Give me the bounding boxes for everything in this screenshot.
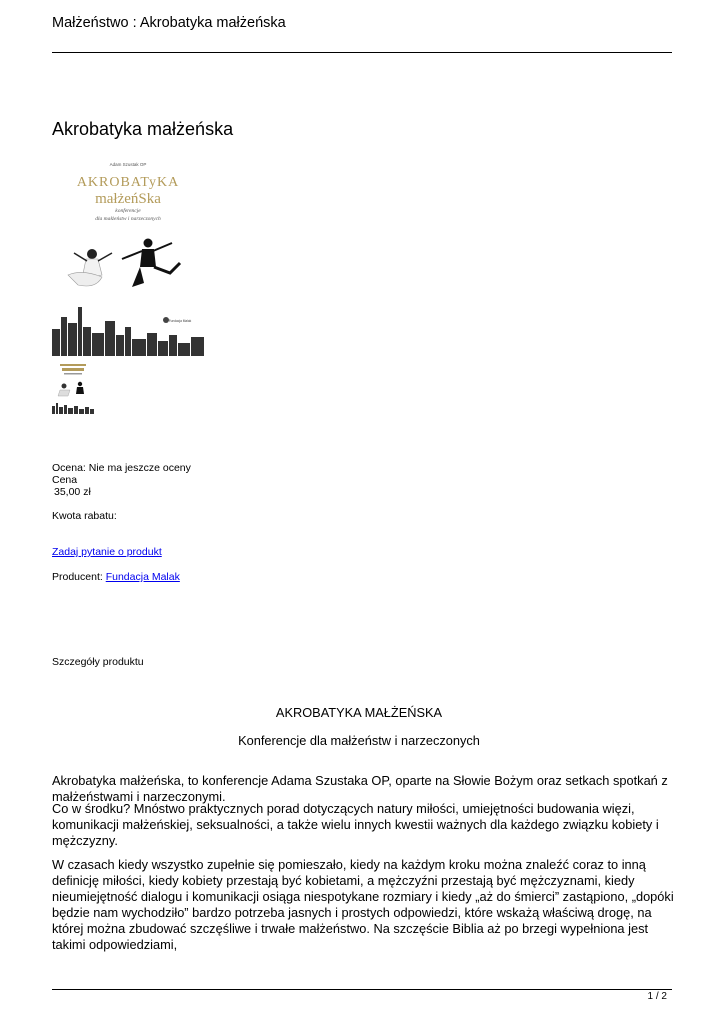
header-divider bbox=[52, 52, 672, 53]
cover-title-line2: małżeńSka bbox=[95, 191, 161, 207]
product-title: Akrobatyka małżeńska bbox=[52, 119, 234, 139]
city-skyline bbox=[52, 307, 204, 356]
price-label: Cena bbox=[52, 474, 78, 486]
producer-label: Producent: bbox=[52, 571, 103, 583]
jumping-woman-figure bbox=[68, 249, 112, 286]
page-number: 1 / 2 bbox=[647, 991, 667, 1002]
discount-label: Kwota rabatu: bbox=[52, 510, 117, 522]
rating-text: Ocena: Nie ma jeszcze oceny bbox=[52, 462, 191, 474]
product-details-label: Szczegóły produktu bbox=[52, 656, 144, 668]
footer-divider bbox=[52, 989, 672, 990]
jumping-man-figure bbox=[122, 239, 180, 288]
description-paragraph-3: W czasach kiedy wszystko zupełnie się pomieszało, kiedy na każdym kroku można znaleźć coraz to inną definicję miłości, kiedy kobiety przestają być kobietami, a mężczyźni przestają być mężczyznami, kiedy nieumiejętność dialogu i komunikacji osiąga niespotykane rozmiary i kiedy „aż do śmierci” zastąpiono, „dopóki będzie nam wychodziło” bardzo potrzeba jasnych i prostych odpowiedzi, które wskażą właściwą drogę, na której można zbudować szczęśliwe i trwałe małżeństwo. Na szczęście Biblia aż po brzegi wypełniona jest takimi odpowiedziami, bbox=[52, 857, 674, 952]
cover-subtitle2: dla małżeństw i narzeczonych bbox=[95, 216, 161, 222]
description-paragraph-1: Akrobatyka małżeńska, to konferencje Adama Szustaka OP, oparte na Słowie Bożym oraz setkach spotkań z małżeństwami i narzeczonymi. bbox=[52, 773, 668, 804]
producer-link[interactable]: Fundacja Malak bbox=[105, 571, 180, 583]
cover-publisher: Fundacja Malak bbox=[168, 319, 192, 323]
page-header-title: Małżeństwo : Akrobatyka małżeńska bbox=[52, 15, 286, 31]
producer-row bbox=[52, 571, 180, 583]
product-thumbnail[interactable] bbox=[52, 360, 94, 414]
description-subheading: Konferencje dla małżeństw i narzeczonych bbox=[238, 733, 480, 748]
product-cover-image[interactable] bbox=[52, 157, 204, 356]
description-heading: AKROBATYKA MAŁŻEŃSKA bbox=[275, 705, 443, 720]
cover-title-line1: AKROBATyKA bbox=[76, 175, 180, 190]
price-value: 35,00 zł bbox=[54, 486, 91, 498]
description-paragraph-2: Co w środku? Mnóstwo praktycznych porad dotyczących natury miłości, umiejętności budowania więzi, komunikacji małżeńskiej, seksualności, a także wielu innych kwestii ważnych dla każdego związku kobiety i mężczyzny. bbox=[52, 801, 659, 848]
ask-question-link[interactable]: Zadaj pytanie o produkt bbox=[52, 546, 162, 558]
cover-author: Adam Szustak OP bbox=[109, 162, 147, 167]
cover-subtitle1: konferencje bbox=[115, 208, 141, 214]
